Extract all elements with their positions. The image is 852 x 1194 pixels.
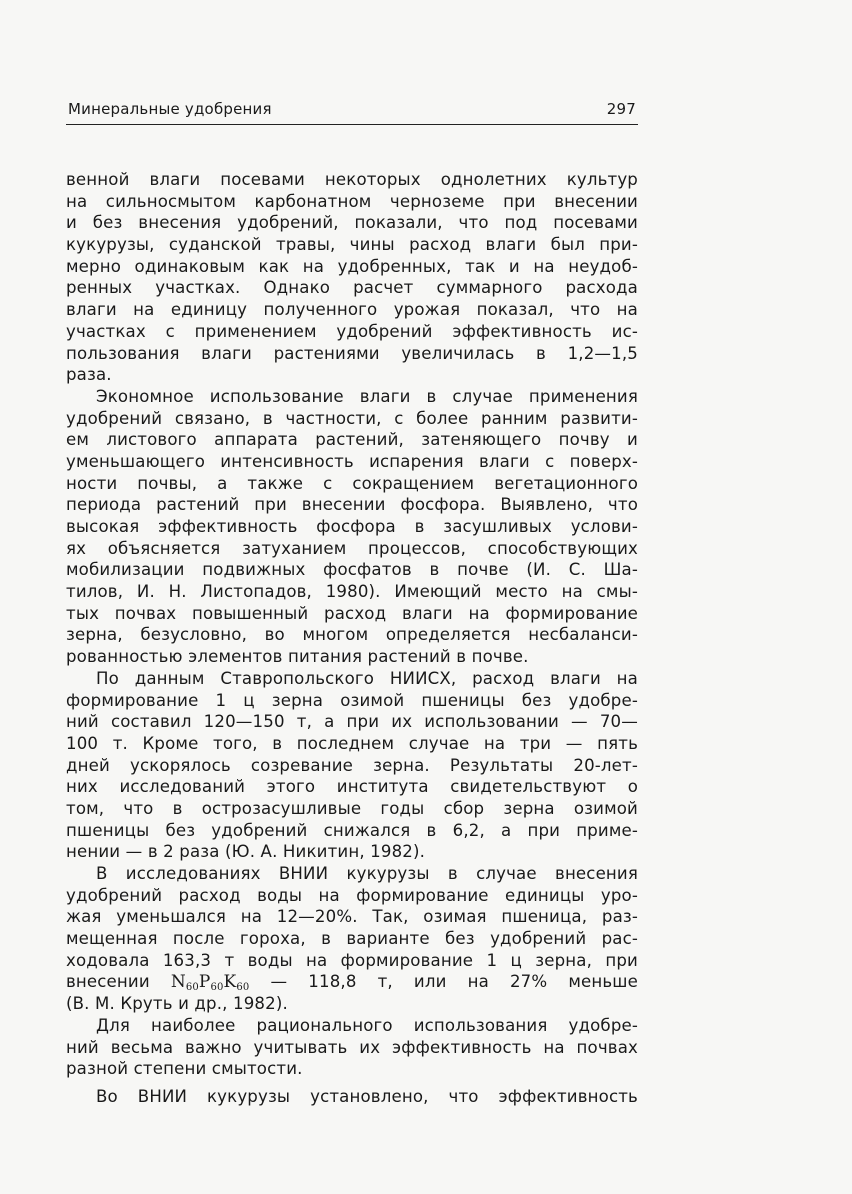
- book-page: [66, 100, 638, 1108]
- text-line: на сильносмытом карбонатном черноземе при внесении: [66, 191, 638, 211]
- text-line: мерно одинаковым как на удобренных, так и на неудоб-: [66, 256, 638, 276]
- text-line: них исследований этого института свидетельствуют о: [66, 777, 638, 797]
- text-line: В исследованиях ВНИИ кукурузы в случае внесения: [96, 864, 638, 883]
- text-line: Экономное использование влаги в случае применения: [96, 386, 638, 406]
- fertilizer-formula: [171, 972, 250, 992]
- text-line: ний весьма важно учитывать их эффективность на почвах: [66, 1037, 638, 1057]
- text-line: ренных участках. Однако расчет суммарного расхода: [66, 278, 638, 298]
- text-line: мещенная после гороха, в варианте без удобрений рас-: [66, 929, 638, 949]
- text-line: разной степени смытости.: [66, 1059, 303, 1079]
- text-line: ходовала 163,3 т воды на формирование 1 ц зерна, при: [66, 950, 638, 970]
- paragraph-4: [66, 863, 638, 1015]
- text-line: ности почвы, а также с сокращением вегетационного: [66, 473, 638, 493]
- text-line: периода растений при внесении фосфора. Выявлено, что: [66, 495, 638, 515]
- text-line: и без внесения удобрений, показали, что под посевами: [66, 213, 638, 233]
- formula-prefix: внесении: [66, 972, 150, 992]
- paragraph-6: [66, 1086, 638, 1108]
- text-line: мобилизации подвижных фосфатов в почве (И. С. Ша-: [66, 560, 638, 580]
- formula-line: [66, 971, 638, 993]
- formula-p-sub: 60: [210, 982, 224, 994]
- text-line: дней ускорялось созревание зерна. Результаты 20-лет-: [66, 755, 638, 775]
- text-line: (В. М. Круть и др., 1982).: [66, 994, 288, 1014]
- running-title: Минеральные удобрения: [68, 100, 272, 118]
- text-line: Во ВНИИ кукурузы установлено, что эффективность: [96, 1086, 638, 1106]
- text-line: жая уменьшался на 12—20%. Так, озимая пшеница, раз-: [66, 907, 638, 927]
- formula-k: K: [223, 972, 237, 993]
- paragraph-1: [66, 169, 638, 386]
- text-line: высокая эффективность фосфора в засушливых услови-: [66, 517, 638, 536]
- text-line: ях объясняется затуханием процессов, способствующих: [66, 538, 638, 558]
- text-line: удобрений расход воды на формирование единицы уро-: [66, 885, 638, 905]
- text-line: По данным Ставропольского НИИСХ, расход влаги на: [96, 668, 638, 688]
- formula-n: N: [170, 972, 186, 993]
- text-line: формирование 1 ц зерна озимой пшеницы без удобре-: [66, 690, 638, 710]
- running-header: [66, 100, 638, 125]
- page-body: [66, 169, 638, 1108]
- text-line: пшеницы без удобрений снижался в 6,2, а при приме-: [66, 820, 638, 840]
- text-line: участках с применением удобрений эффективность ис-: [66, 321, 638, 341]
- text-line: уменьшающего интенсивность испарения влаги с поверх-: [66, 451, 638, 471]
- text-line: тых почвах повышенный расход влаги на формирование: [66, 603, 638, 623]
- text-line: том, что в острозасушливые годы сбор зерна озимой: [66, 798, 638, 818]
- formula-suffix: — 118,8 т, или на 27% меньше: [270, 972, 638, 992]
- formula-k-sub: 60: [236, 982, 250, 994]
- text-line: Для наиболее рационального использования удобре-: [96, 1015, 638, 1035]
- text-line: зерна, безусловно, во многом определяется несбаланси-: [66, 625, 638, 645]
- text-line: кукурузы, суданской травы, чины расход влаги был при-: [66, 235, 638, 255]
- text-line: удобрений связано, в частности, с более ранним развити-: [66, 408, 638, 428]
- page-number: 297: [606, 100, 636, 118]
- text-line: раза.: [66, 365, 112, 385]
- text-line: венной влаги посевами некоторых однолетних культур: [66, 170, 638, 189]
- text-line: рованностью элементов питания растений в почве.: [66, 647, 529, 667]
- paragraph-2: [66, 386, 638, 668]
- text-line: пользования влаги растениями увеличилась в 1,2—1,5: [66, 343, 638, 363]
- formula-n-sub: 60: [185, 982, 199, 994]
- text-line: тилов, И. Н. Листопадов, 1980). Имеющий место на смы-: [66, 582, 638, 602]
- formula-p: P: [198, 972, 211, 993]
- text-line: влаги на единицу полученного урожая показал, что на: [66, 300, 638, 320]
- text-line: ний составил 120—150 т, а при их использовании — 70—: [66, 712, 638, 732]
- paragraph-3: [66, 668, 638, 863]
- text-line: нении — в 2 раза (Ю. А. Никитин, 1982).: [66, 842, 426, 862]
- text-line: ем листового аппарата растений, затеняющего почву и: [66, 430, 638, 450]
- paragraph-5: [66, 1015, 638, 1080]
- text-line: 100 т. Кроме того, в последнем случае на три — пять: [66, 733, 638, 753]
